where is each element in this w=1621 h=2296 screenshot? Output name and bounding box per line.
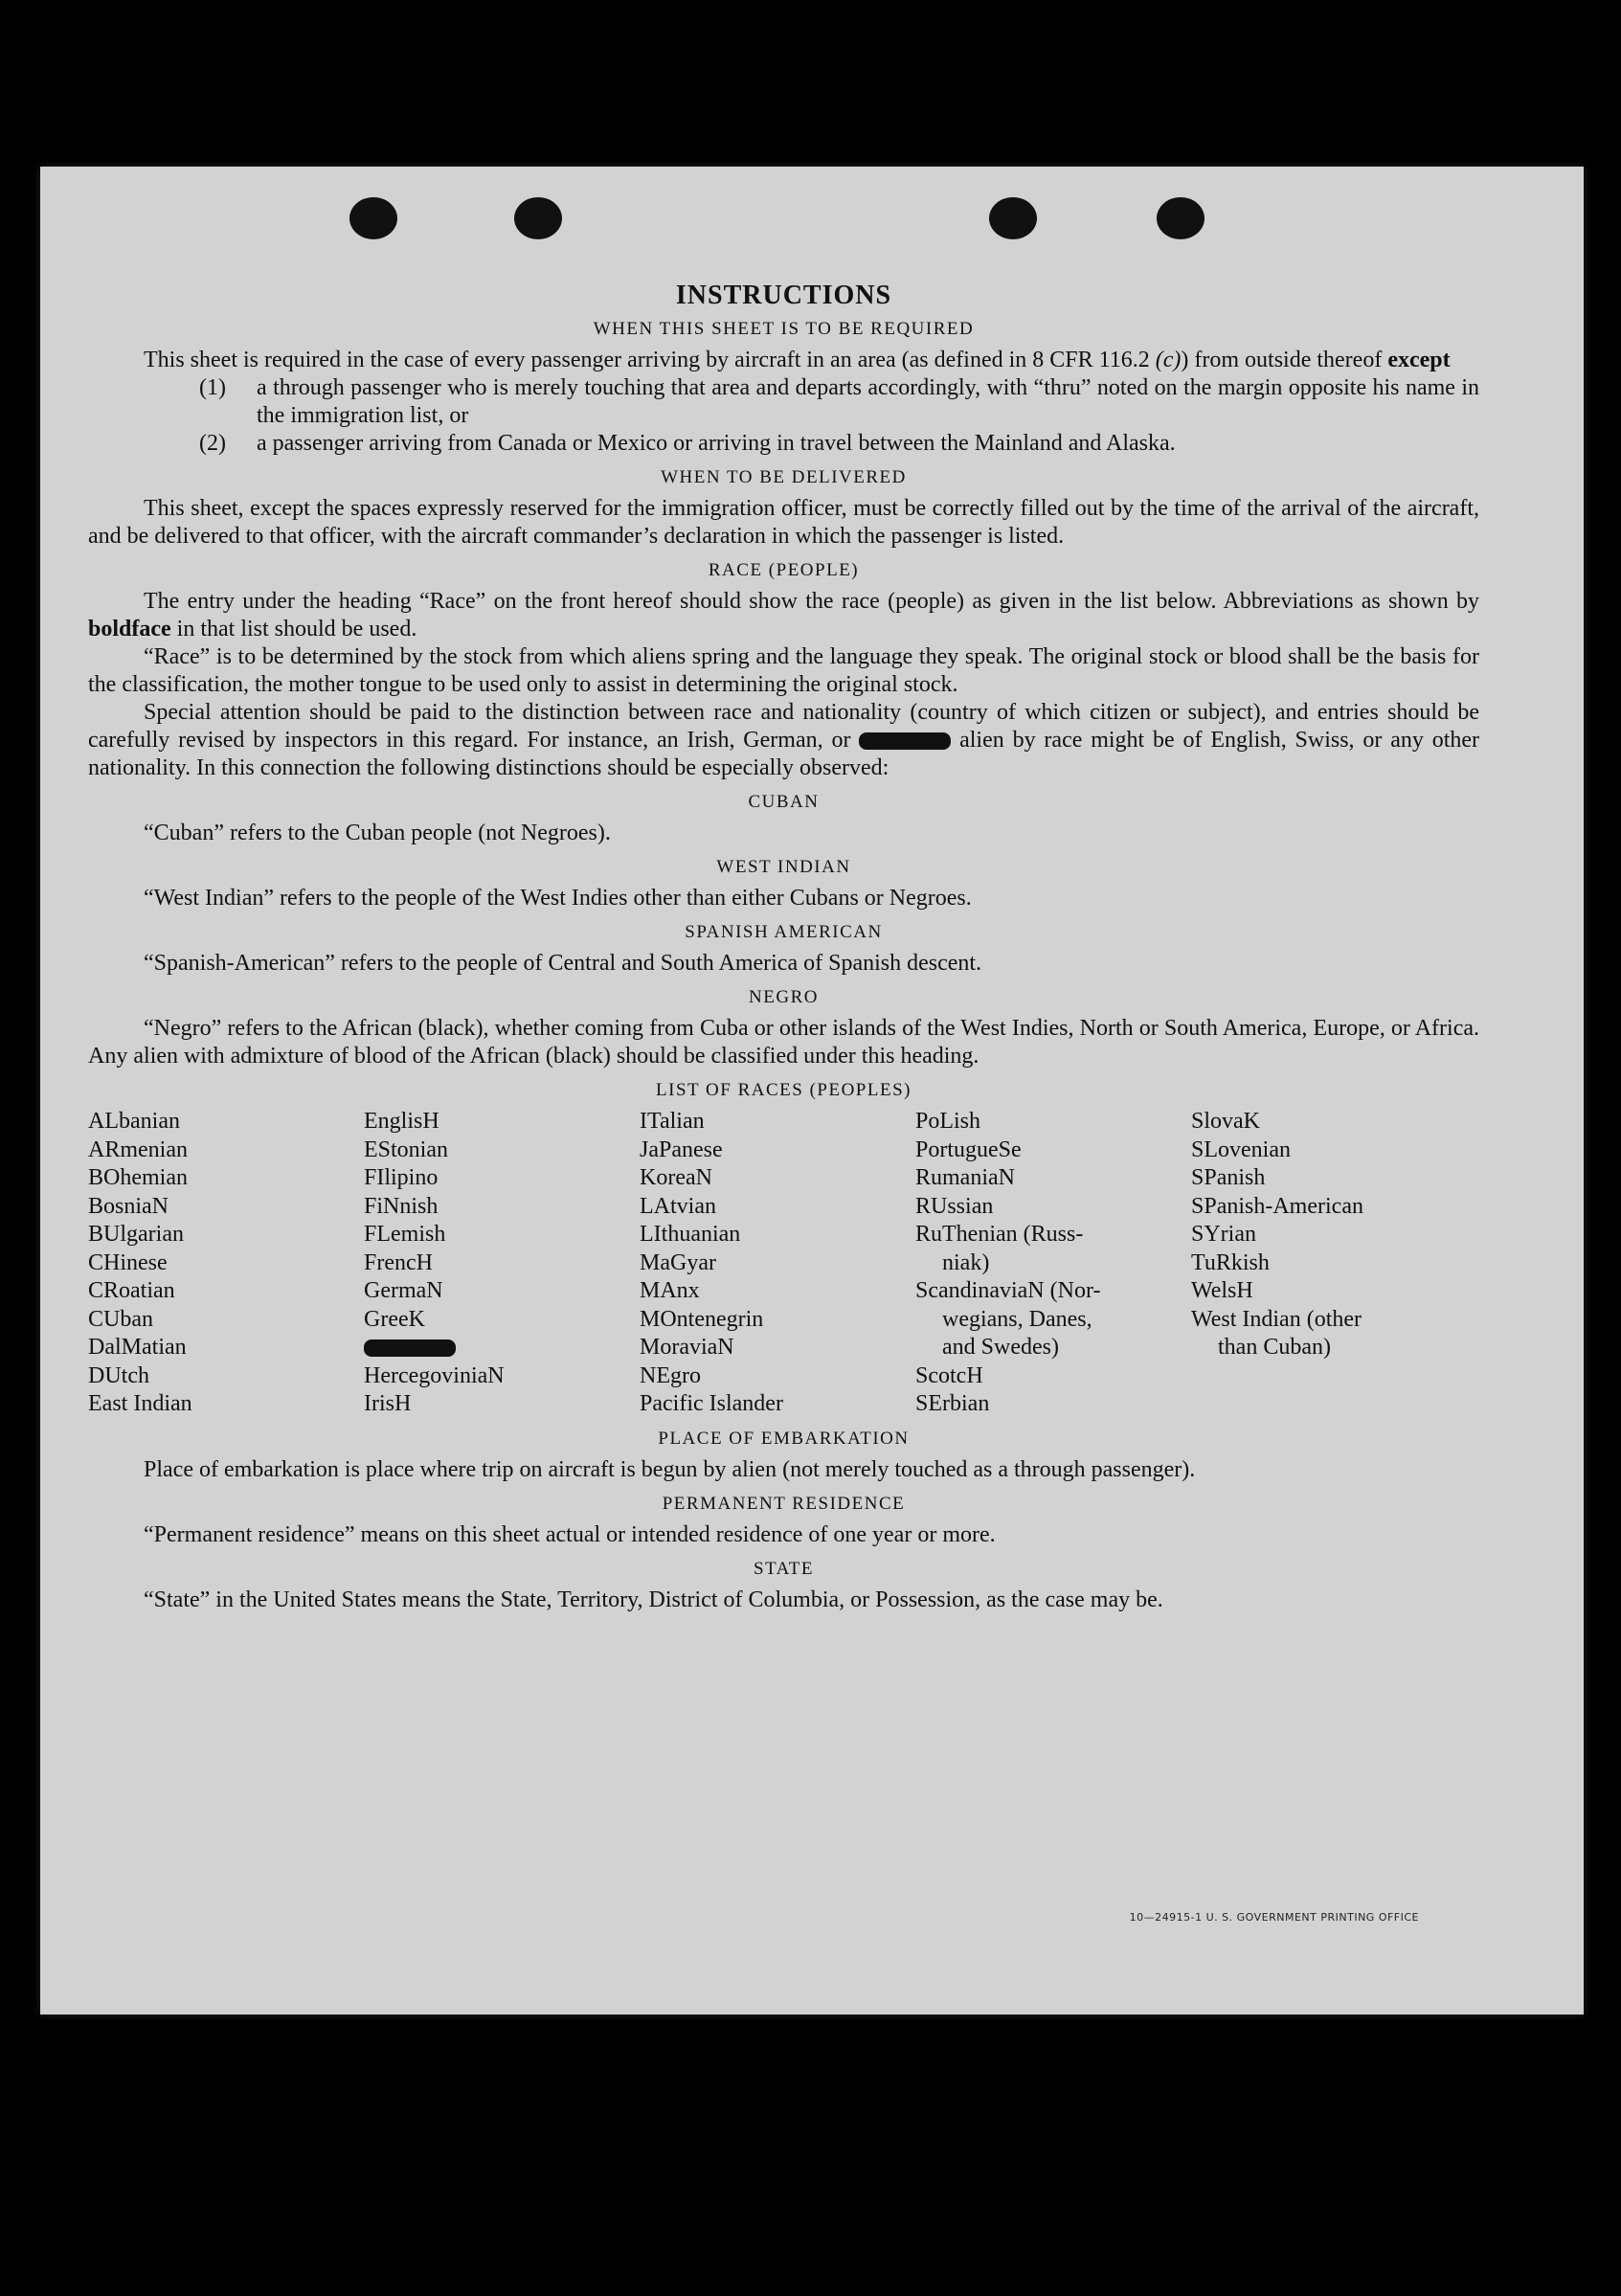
race-item xyxy=(1191,1362,1467,1391)
race-item: BosniaN xyxy=(88,1193,169,1219)
heading-cuban: CUBAN xyxy=(748,792,820,812)
race-item: SYrian xyxy=(1191,1222,1256,1247)
race-item: PoLish xyxy=(915,1109,981,1134)
race-item: DalMatian xyxy=(88,1335,187,1360)
race-item: WelsH xyxy=(1191,1278,1253,1303)
race-item: CHinese xyxy=(88,1249,168,1275)
redaction-mark xyxy=(859,732,951,750)
punch-hole xyxy=(349,197,397,239)
race-item: and Swedes) xyxy=(942,1335,1059,1360)
heading-permanent-residence: PERMANENT RESIDENCE xyxy=(662,1493,906,1514)
race-item: IrisH xyxy=(364,1391,412,1416)
race-item: BOhemian xyxy=(88,1165,188,1190)
list-item-1: (1) a through passenger who is merely touching that area and departs accordingly, with “thru” noted on the margin opposite his name in the immigration list, or xyxy=(199,375,1479,428)
heading-race: RACE (PEOPLE) xyxy=(708,560,860,580)
race-item: ARmenian xyxy=(88,1137,188,1162)
page-title: INSTRUCTIONS xyxy=(675,281,892,310)
race-item: KoreaN xyxy=(640,1165,712,1190)
race-item: CUban xyxy=(88,1306,153,1332)
paragraph-negro: “Negro” refers to the African (black), whether coming from Cuba or other islands of the West Indies, North or South America, Europe, or Africa. Any alien with admixture of blood of the African (black) should be classified under this heading. xyxy=(88,1016,1479,1069)
race-item: than Cuban) xyxy=(1218,1335,1331,1360)
printing-office-code: 10—24915-1 U. S. GOVERNMENT PRINTING OFFICE xyxy=(1129,1911,1419,1924)
paragraph-cuban: “Cuban” refers to the Cuban people (not Negroes). xyxy=(144,821,611,845)
race-item: FiNnish xyxy=(364,1193,439,1219)
race-item: MAnx xyxy=(640,1278,700,1303)
race-item: BUlgarian xyxy=(88,1222,184,1247)
race-item: LIthuanian xyxy=(640,1222,741,1247)
paragraph-race-2: “Race” is to be determined by the stock from which aliens spring and the language they speak. The original stock or blood shall be the basis for the classification, the mother tongue to be used only to assist in determining the original stock. xyxy=(88,644,1479,697)
heading-when-delivered: WHEN TO BE DELIVERED xyxy=(661,467,907,487)
punch-hole xyxy=(989,197,1037,239)
race-item: DUtch xyxy=(88,1362,149,1388)
heading-embarkation: PLACE OF EMBARKATION xyxy=(658,1428,910,1449)
race-item: RUssian xyxy=(915,1193,994,1219)
paragraph-permanent-residence: “Permanent residence” means on this sheet actual or intended residence of one year or more. xyxy=(144,1521,996,1547)
race-item: FLemish xyxy=(364,1222,446,1247)
paragraph-required: This sheet is required in the case of every passenger arriving by aircraft in an area (as defined in 8 CFR 116.2 (c)) from outside thereof except xyxy=(144,348,1451,372)
redaction-mark xyxy=(364,1339,456,1357)
races-column-4 xyxy=(915,1108,1191,1419)
race-item: EStonian xyxy=(364,1137,448,1162)
race-item: NEgro xyxy=(640,1362,701,1388)
race-item: ITalian xyxy=(640,1109,705,1134)
races-column-1 xyxy=(88,1108,364,1419)
heading-west-indian: WEST INDIAN xyxy=(716,857,851,877)
paragraph-state: “State” in the United States means the State, Territory, District of Columbia, or Possession, as the case may be. xyxy=(144,1587,1163,1612)
races-column-5 xyxy=(1191,1108,1467,1419)
race-item: West Indian (other xyxy=(1191,1306,1362,1332)
race-item: East Indian xyxy=(88,1391,192,1416)
paragraph-race-1: The entry under the heading “Race” on the front hereof should show the race (people) as given in the list below. Abbreviations as shown by boldface in that list should be used. xyxy=(88,589,1479,642)
race-item xyxy=(1191,1390,1467,1419)
race-item: TuRkish xyxy=(1191,1249,1270,1275)
race-item: FrencH xyxy=(364,1249,433,1275)
race-item: SErbian xyxy=(915,1391,990,1416)
heading-spanish-american: SPANISH AMERICAN xyxy=(685,922,883,942)
instructions-content xyxy=(88,281,1479,1614)
race-item: wegians, Danes, xyxy=(942,1306,1092,1332)
race-item: ScotcH xyxy=(915,1362,983,1388)
race-item: SlovaK xyxy=(1191,1109,1260,1134)
punch-hole xyxy=(514,197,562,239)
paragraph-embarkation: Place of embarkation is place where trip on aircraft is begun by alien (not merely touched as a through passenger). xyxy=(144,1456,1196,1482)
race-item: RuThenian (Russ- xyxy=(915,1222,1084,1247)
races-column-3 xyxy=(640,1108,915,1419)
race-item: RumaniaN xyxy=(915,1165,1015,1190)
heading-state: STATE xyxy=(754,1558,814,1579)
race-item: SLovenian xyxy=(1191,1137,1291,1162)
race-item: SPanish-American xyxy=(1191,1193,1363,1219)
race-item: FIlipino xyxy=(364,1165,439,1190)
race-item: LAtvian xyxy=(640,1193,716,1219)
heading-when-required: WHEN THIS SHEET IS TO BE REQUIRED xyxy=(593,319,975,339)
race-item: ScandinaviaN (Nor- xyxy=(915,1278,1101,1303)
race-item: SPanish xyxy=(1191,1165,1266,1190)
heading-list-of-races: LIST OF RACES (PEOPLES) xyxy=(656,1080,912,1100)
race-item: GreeK xyxy=(364,1306,425,1332)
races-column-2 xyxy=(364,1108,640,1419)
document-sheet xyxy=(40,167,1584,2015)
race-item: MoraviaN xyxy=(640,1335,734,1360)
race-item xyxy=(364,1334,640,1362)
race-item: niak) xyxy=(942,1249,990,1275)
paragraph-race-3: Special attention should be paid to the distinction between race and nationality (country of which citizen or subject), and entries should be carefully revised by inspectors in this regard. For instance, an Irish, German, or alien by race might be of English, Swiss, or any other nationality. In this connection the following distinctions should be especially observed: xyxy=(88,700,1480,780)
race-item: Pacific Islander xyxy=(640,1391,783,1416)
heading-negro: NEGRO xyxy=(749,987,819,1007)
race-item: ALbanian xyxy=(88,1109,180,1134)
race-item: GermaN xyxy=(364,1278,443,1303)
paragraph-spanish-american: “Spanish-American” refers to the people of Central and South America of Spanish descent. xyxy=(144,951,982,976)
race-item: MOntenegrin xyxy=(640,1306,764,1332)
list-item-2: (2) a passenger arriving from Canada or Mexico or arriving in travel between the Mainland and Alaska. xyxy=(199,431,1176,456)
race-item: JaPanese xyxy=(640,1137,723,1162)
race-item: HercegoviniaN xyxy=(364,1362,505,1388)
race-item: EnglisH xyxy=(364,1109,439,1134)
race-item: PortugueSe xyxy=(915,1137,1022,1162)
race-item: CRoatian xyxy=(88,1278,175,1303)
paragraph-west-indian: “West Indian” refers to the people of the West Indies other than either Cubans or Negroes. xyxy=(144,886,972,911)
punch-hole xyxy=(1157,197,1204,239)
race-item: MaGyar xyxy=(640,1249,716,1275)
paragraph-delivered: This sheet, except the spaces expressly reserved for the immigration officer, must be correctly filled out by the time of the arrival of the aircraft, and be delivered to that officer, with the aircraft commander’s declaration in which the passenger is listed. xyxy=(88,496,1479,549)
races-list xyxy=(88,1108,1479,1419)
